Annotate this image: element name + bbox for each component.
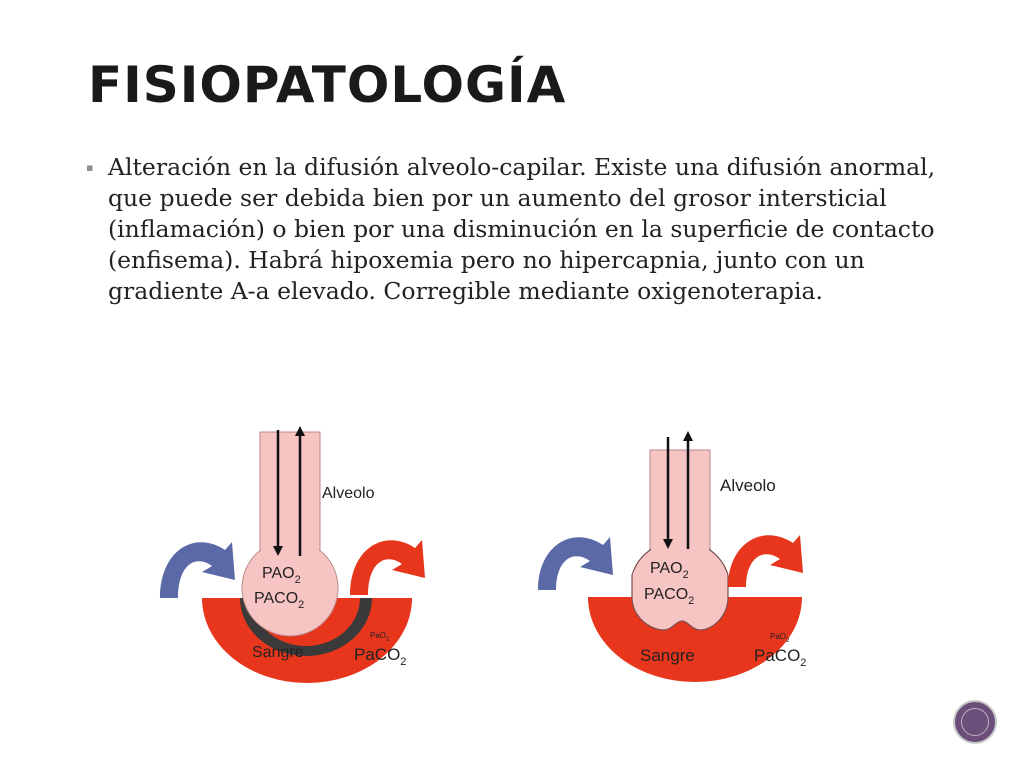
svg-text:PaO2: PaO$_2$ — [770, 632, 790, 644]
pao2-label: PAO — [650, 560, 683, 577]
blue-curved-arrow — [538, 537, 613, 590]
pao2-subscript: 2 — [682, 569, 689, 581]
blood-pao2-label: PaO — [770, 632, 787, 641]
slide-title: FISIOPATOLOGÍA — [88, 56, 567, 114]
alveolo-label: Alveolo — [322, 485, 375, 502]
paco2-subscript: 2 — [688, 595, 695, 607]
nav-circle-icon[interactable] — [953, 700, 997, 744]
red-curved-arrow — [350, 540, 425, 595]
pao2-subscript: 2 — [294, 574, 301, 586]
alveolo-label: Alveolo — [720, 476, 776, 495]
square-bullet-icon: ▪ — [86, 161, 94, 174]
svg-text:PaCO2: PaCO$_2$ — [754, 646, 807, 669]
blue-curved-arrow — [160, 542, 235, 598]
blood-pao2-label: PaO — [370, 631, 387, 640]
pao2-label: PAO — [262, 565, 295, 582]
blood-paco2-label: PaCO — [354, 645, 401, 664]
paco2-subscript: 2 — [298, 599, 305, 611]
diagram-thick-membrane — [140, 420, 430, 680]
paco2-label: PACO — [254, 590, 299, 607]
bullet-text: Alteración en la difusión alveolo-capilar. Existe una difusión anormal, que puede ser debida bien por un aumento del grosor intersticial (inflamación) o bien por una disminución en la superficie de contacto (enfisema). Habrá hipoxemia pero no hipercapnia, junto con un gradiente A-a elevado. Corregible mediante oxigenoterapia. — [108, 153, 936, 305]
sangre-label: Sangre — [252, 644, 304, 661]
svg-text:PaCO2: PaCO$_2$ — [354, 645, 407, 668]
diagram-reduced-surface — [530, 425, 830, 685]
red-curved-arrow — [728, 535, 803, 587]
blood-paco2-label: PaCO — [754, 646, 801, 665]
bullet-item — [86, 152, 966, 307]
paco2-label: PACO — [644, 586, 689, 603]
sangre-label: Sangre — [640, 646, 695, 665]
svg-text:PaO2: PaO$_2$ — [370, 631, 390, 643]
